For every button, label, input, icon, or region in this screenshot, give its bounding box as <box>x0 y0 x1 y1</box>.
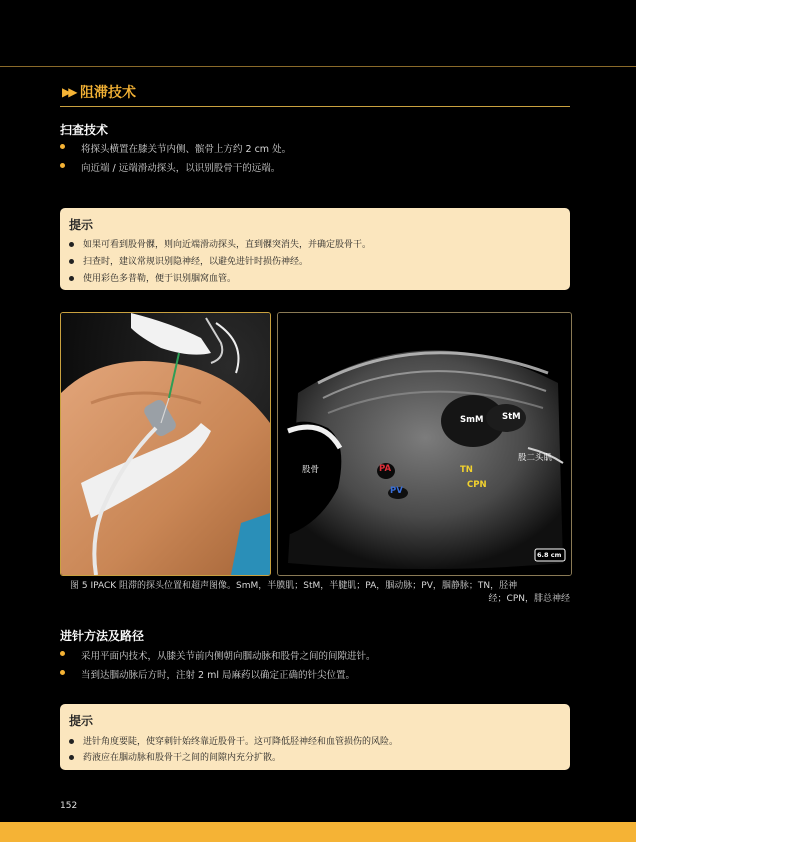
depth-indicator: 6.8 cm <box>537 551 562 559</box>
label-cpn: CPN <box>467 480 487 490</box>
label-biceps: 股二头肌 <box>518 453 553 463</box>
label-tn: TN <box>460 465 473 475</box>
ultrasound-image <box>277 312 572 576</box>
bullet-icon <box>60 670 65 675</box>
bullet-icon <box>69 276 74 281</box>
top-rule <box>0 66 636 67</box>
approach-heading: 进针方法及路径 <box>60 629 145 643</box>
label-smm: SmM <box>460 415 484 425</box>
footer-bar <box>0 822 636 842</box>
tip-title: 提示 <box>69 714 94 728</box>
probe-position-photo <box>60 312 271 576</box>
tip-box <box>60 208 570 290</box>
bullet-icon <box>69 755 74 760</box>
section-title: 阻滞技术 <box>80 85 136 101</box>
page-number: 152 <box>60 801 78 811</box>
tip-item: 扫查时，建议常规识别隐神经，以避免进针时损伤神经。 <box>69 254 308 267</box>
tip-item: 药液应在腘动脉和股骨干之间的间隙内充分扩散。 <box>69 750 281 763</box>
book-page: ▶▶ 阻滞技术 扫查技术 将探头横置在膝关节内侧、髌骨上方约 2 cm 处。 向近端 / 远端滑动探头，以识别股骨干的远端。 提示 如果可看到股骨髁，则向近端滑动探头，直到髁突消失，并确定股骨干。 扫查时，建议常规识别隐神经，以避免进针时损伤神经。 使用彩色多普勒，便于识别腘窝血管。 SmM StM 股骨 股二头肌 PA PV TN CPN 6.8 cm 图 5 IPACK 阻滞的探头位置和超声图像。SmM，半膜肌；StM，半腱肌；PA，腘动脉；PV，腘静脉；TN，胫神 经；CPN，腓总神经 进针方法及路径 采用平面内技术，从膝关节前内侧朝向腘动脉和股骨之间的间隙进针。 当到达腘动脉后方时，注射 2 ml 局麻药以确定正确的针尖位置。 提示 进针角度要陡，使穿刺针始终靠近股骨干。这可降低胫神经和血管损伤的风险。 药液应在腘动脉和股骨干之间的间隙内充分扩散。 152 <box>0 0 636 842</box>
scan-heading: 扫查技术 <box>60 123 109 137</box>
tip-item: 如果可看到股骨髁，则向近端滑动探头，直到髁突消失，并确定股骨干。 <box>69 237 371 250</box>
ultrasound-scan <box>278 313 571 575</box>
figure-caption: 图 5 IPACK 阻滞的探头位置和超声图像。SmM，半膜肌；StM，半腱肌；PA，腘动脉；PV，腘静脉；TN，胫神 经；CPN，腓总神经 <box>70 581 570 604</box>
bullet-icon <box>69 739 74 744</box>
tip-title: 提示 <box>69 218 94 232</box>
label-femur: 股骨 <box>302 465 320 475</box>
label-stm: StM <box>502 412 521 422</box>
bullet-icon <box>69 242 74 247</box>
knee-illustration <box>61 313 270 575</box>
tip-box <box>60 704 570 770</box>
double-arrow-icon: ▶▶ <box>62 85 75 99</box>
label-pv: PV <box>390 486 403 496</box>
bullet-icon <box>69 259 74 264</box>
label-pa: PA <box>379 464 392 474</box>
tip-item: 进针角度要陡，使穿刺针始终靠近股骨干。这可降低胫神经和血管损伤的风险。 <box>69 734 398 747</box>
bullet-icon <box>60 651 65 656</box>
bullet-icon <box>60 163 65 168</box>
section-header <box>60 82 570 107</box>
bullet-icon <box>60 144 65 149</box>
tip-item: 使用彩色多普勒，便于识别腘窝血管。 <box>69 271 236 284</box>
